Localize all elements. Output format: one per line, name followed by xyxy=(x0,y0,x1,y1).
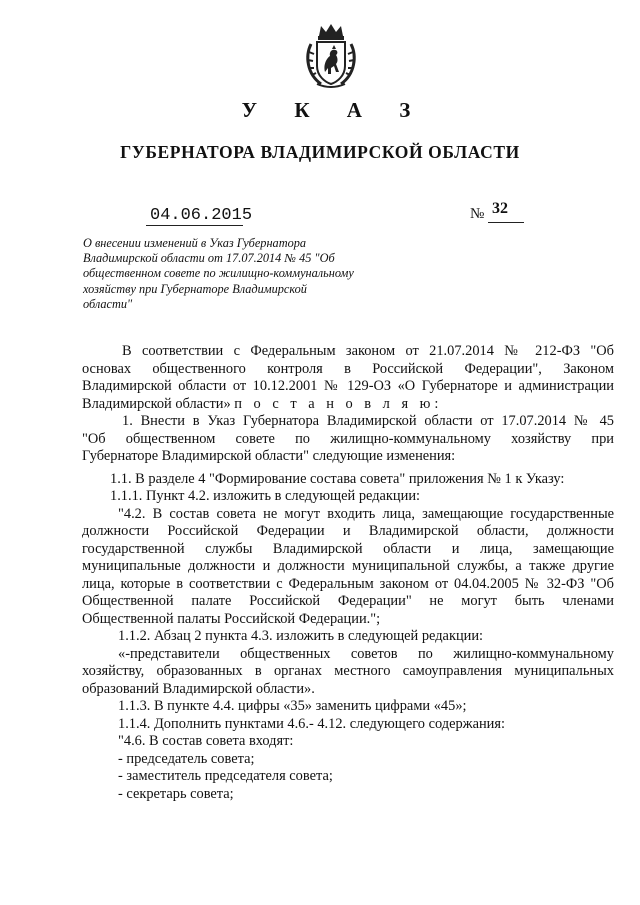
coat-of-arms-emblem xyxy=(303,22,359,90)
document-date: 04.06.2015 xyxy=(150,206,253,225)
number-underline xyxy=(488,222,524,223)
body-line: образований Владимирской области». xyxy=(82,680,315,697)
body-line: государственной службы Владимирской области и лица, замещающие xyxy=(82,540,614,557)
body-line: Общественной палаты Российской Федерации."; xyxy=(82,610,381,627)
body-line: должности Российской Федерации и Владимирской области, должности xyxy=(82,523,614,539)
issuer-title: ГУБЕРНАТОРА ВЛАДИМИРСКОЙ ОБЛАСТИ xyxy=(120,142,520,162)
body-line: 1.1.4. Дополнить пунктами 4.6.- 4.12. следующего содержания: xyxy=(118,715,506,732)
body-line: 1.1.2. Абзац 2 пункта 4.3. изложить в следующей редакции: xyxy=(118,628,484,644)
document-body xyxy=(82,343,614,803)
body-line: 1.1.3. В пункте 4.4. цифры «35» заменить цифрами «45»; xyxy=(118,698,467,714)
body-line: "4.2. В состав совета не могут входить лица, замещающие государственные xyxy=(118,505,614,522)
body-line: В соответствии с Федеральным законом от 21.07.2014 № 212-ФЗ "Об xyxy=(122,343,614,359)
postanovlyayu: п о с т а н о в л я ю: xyxy=(234,395,443,412)
body-line: лица, которые в соответствии с Федеральным законом от 04.04.2005 № 32-ФЗ "Об xyxy=(82,575,614,592)
body-line: Губернаторе Владимирской области" следующие изменения: xyxy=(82,448,456,464)
number-label: № xyxy=(470,206,485,222)
body-line: "4.6. В состав совета входят: xyxy=(118,733,294,749)
list-item: - заместитель председателя совета; xyxy=(118,768,333,784)
body-line: хозяйству, образованных в органах местного самоуправления муниципальных xyxy=(82,663,614,679)
preamble-ending: Владимирской области» xyxy=(82,395,231,412)
body-line: 1. Внести в Указ Губернатора Владимирской области от 17.07.2014 № 45 xyxy=(122,413,614,429)
body-line xyxy=(82,396,614,414)
list-item: - секретарь совета; xyxy=(118,785,234,802)
document-number: 32 xyxy=(492,200,508,217)
body-line: "Об общественном совете по жилищно-коммунальному хозяйству при xyxy=(82,430,614,447)
body-line: муниципальные должности и должности муниципальной службы, а также другие xyxy=(82,558,614,574)
document-type-title: У К А З xyxy=(241,98,427,122)
body-line: «-представители общественных советов по жилищно-коммунальному xyxy=(118,645,614,662)
list-item: - председатель совета; xyxy=(118,750,255,767)
body-line: 1.1.1. Пункт 4.2. изложить в следующей редакции: xyxy=(110,488,421,504)
document-subject: О внесении изменений в Указ Губернатора Владимирской области от 17.07.2014 № 45 "Об общественном совете по жилищно-коммунальному хозяйству при Губернаторе Владимирской области" xyxy=(83,236,354,311)
body-line: Общественной палате Российской Федерации" не могут быть членами xyxy=(82,593,614,609)
body-line: Владимирской области от 10.12.2001 № 129-ОЗ «О Губернаторе и администрации xyxy=(82,378,614,394)
date-underline xyxy=(146,225,243,226)
body-line: 1.1. В разделе 4 "Формирование состава совета" приложения № 1 к Указу: xyxy=(110,470,565,487)
body-line: основах общественного контроля в Российской Федерации", Законом xyxy=(82,360,614,377)
